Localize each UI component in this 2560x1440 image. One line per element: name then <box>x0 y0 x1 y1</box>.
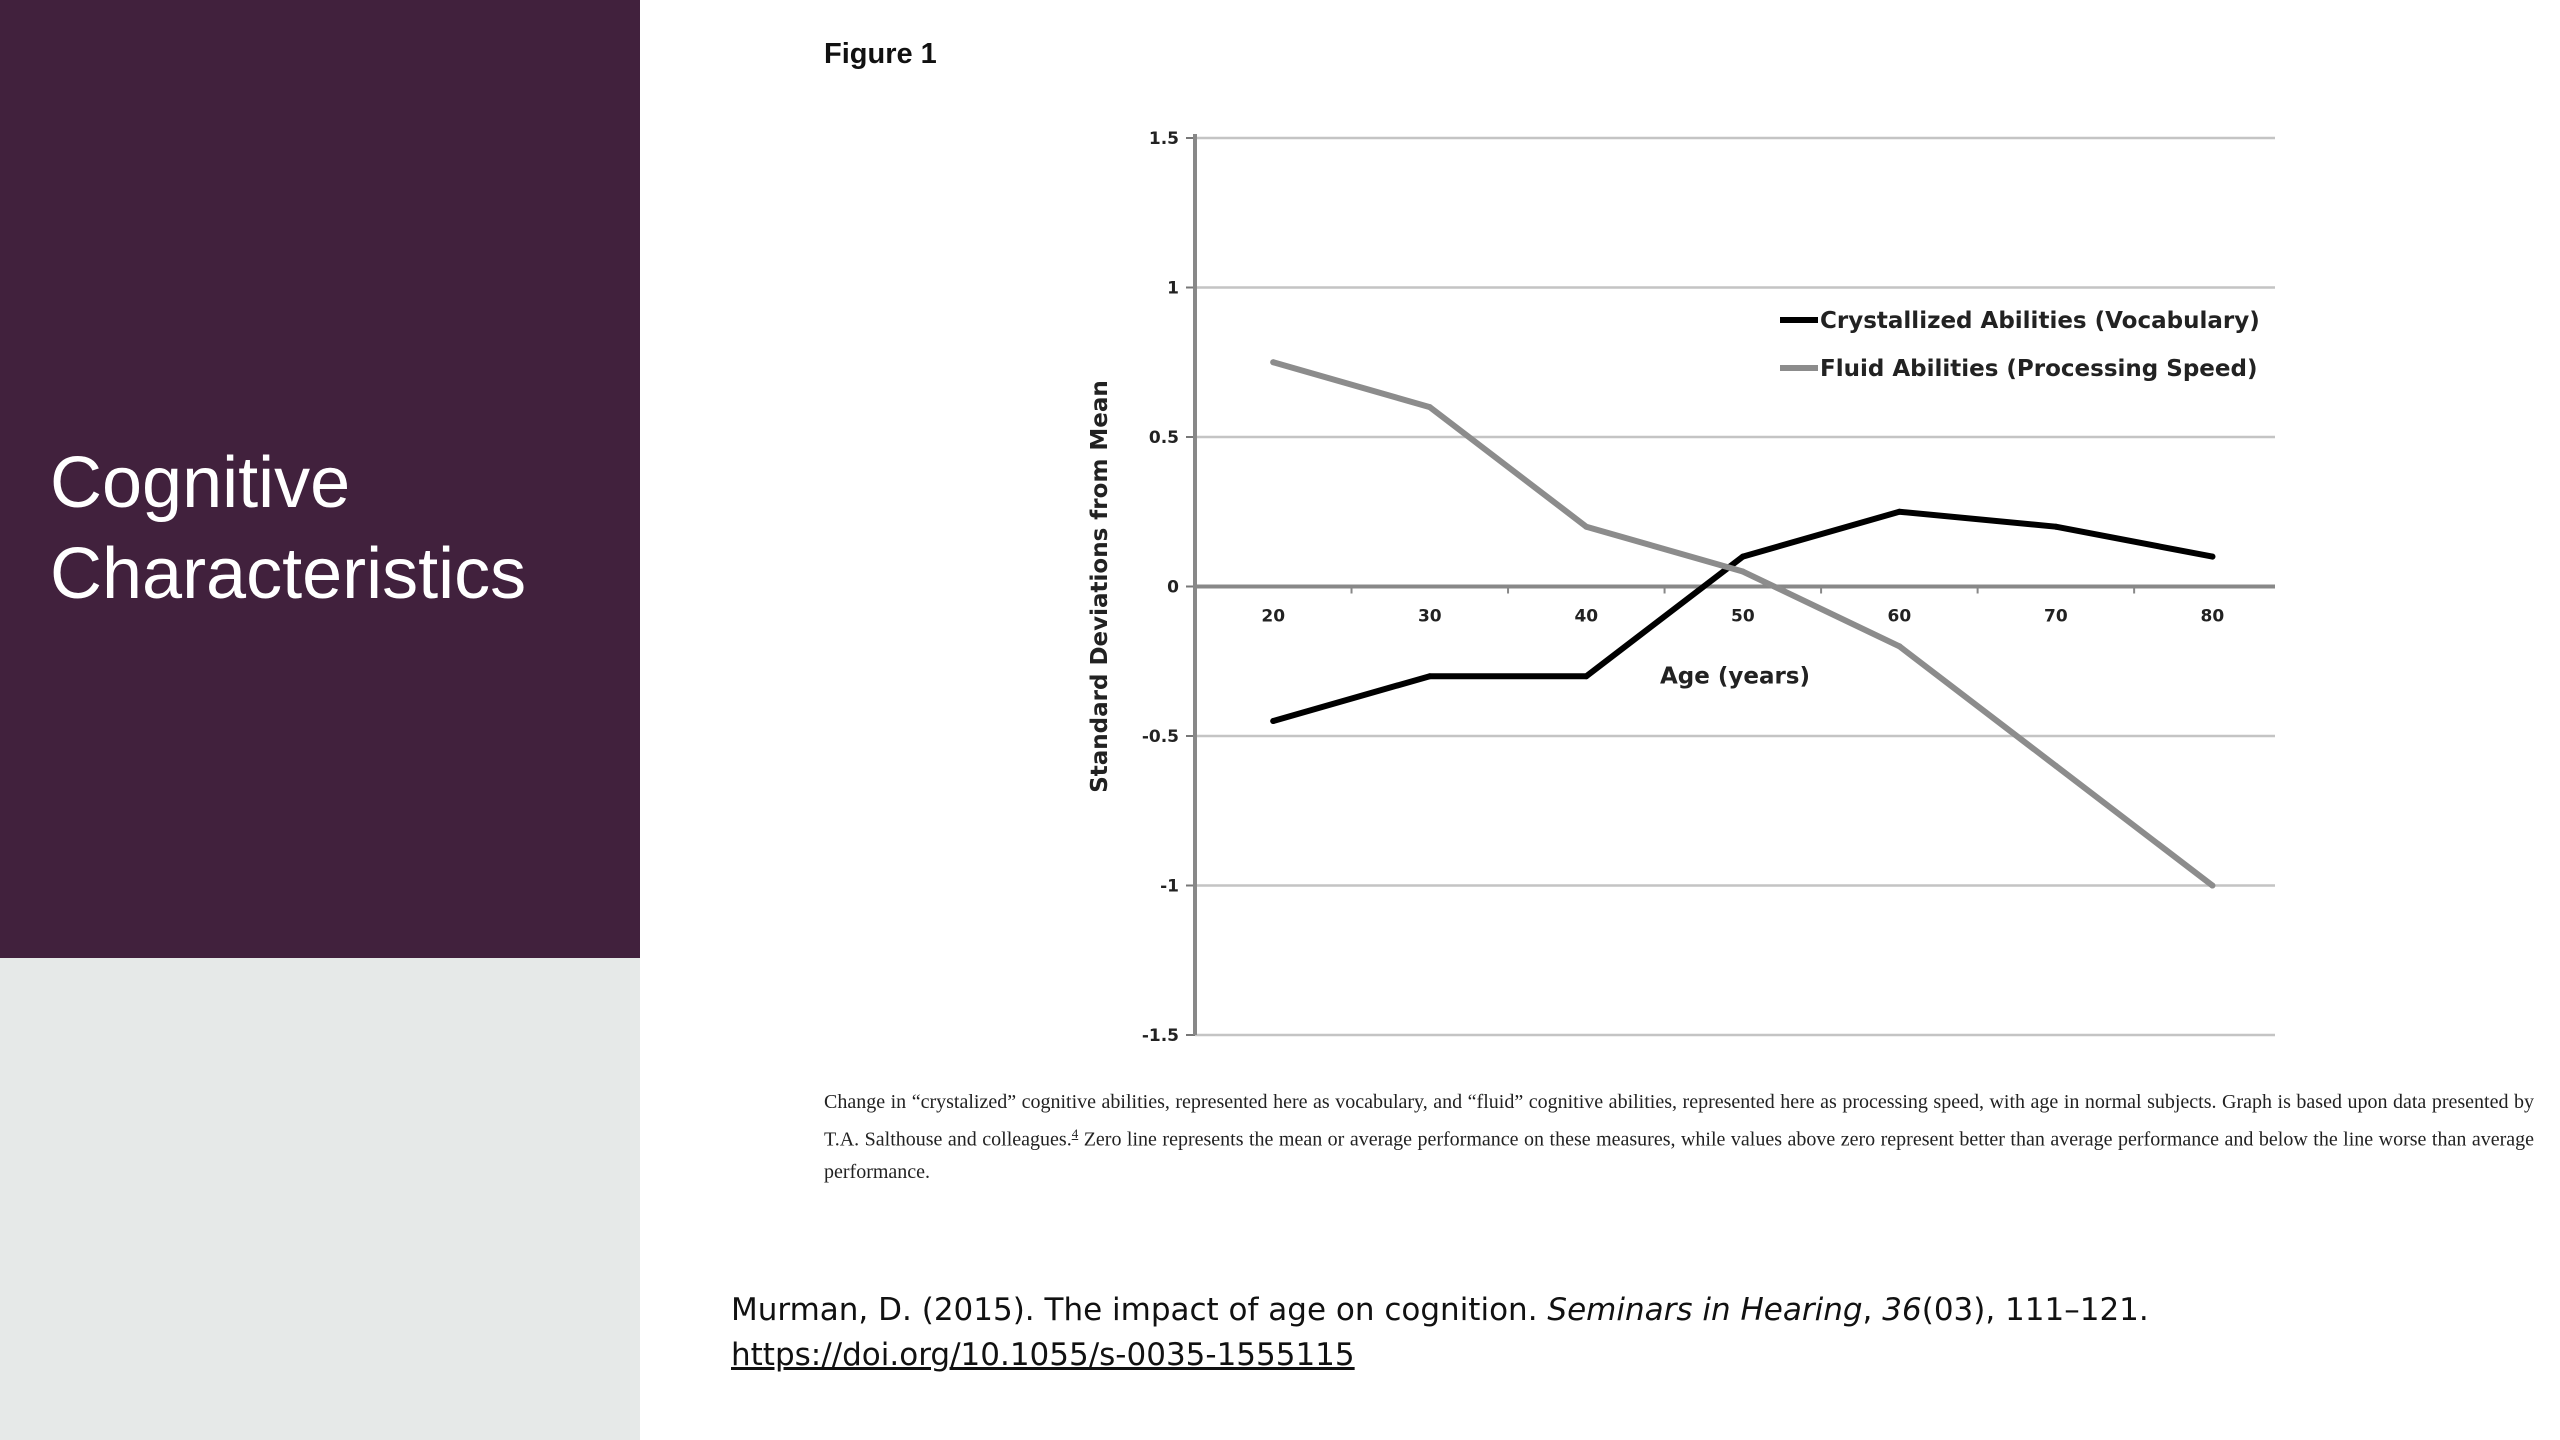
data-point <box>1583 673 1589 679</box>
citation-authors-title: Murman, D. (2015). The impact of age on cognition. <box>731 1292 1548 1328</box>
x-tick-label: 40 <box>1574 606 1599 627</box>
chart-axes <box>1087 129 2275 1046</box>
x-tick-label: 60 <box>1887 606 1912 627</box>
x-tick-label: 30 <box>1417 606 1442 627</box>
x-tick-label: 20 <box>1261 606 1286 627</box>
data-point <box>1427 673 1433 679</box>
x-tick-label: 50 <box>1730 606 1755 627</box>
slide-title-line-1: Cognitive <box>50 443 351 524</box>
citation-separator: , <box>1862 1292 1883 1328</box>
legend-label: Fluid Abilities (Processing Speed) <box>1820 356 2258 382</box>
data-point <box>2209 883 2215 889</box>
y-tick-label: 0.5 <box>1148 428 1179 448</box>
x-tick-label: 70 <box>2044 606 2068 627</box>
data-point <box>2209 554 2215 560</box>
citation <box>731 1288 2531 1378</box>
slide-title <box>50 438 630 620</box>
title-panel-footer <box>0 958 640 1440</box>
citation-doi-link[interactable]: https://doi.org/10.1055/s-0035-1555115 <box>731 1337 1355 1373</box>
citation-issue-pages: (03), 111–121. <box>1921 1292 2149 1328</box>
caption-text-2: Zero line represents the mean or average performance on these measures, while values above zero represent better than average performance and below the line worse than average performance. <box>824 1128 2534 1183</box>
data-point <box>1740 554 1746 560</box>
data-point <box>1740 569 1746 575</box>
chart-legend <box>1780 308 2260 382</box>
y-axis-title: Standard Deviations from Mean <box>1087 380 1113 793</box>
data-point <box>1270 718 1276 724</box>
x-axis-title: Age (years) <box>1659 663 1811 690</box>
data-point <box>1427 404 1433 410</box>
y-tick-label: 0 <box>1167 577 1179 598</box>
y-tick-label: -0.5 <box>1141 727 1179 747</box>
x-tick-label: 80 <box>2200 606 2225 627</box>
data-point <box>1270 359 1276 365</box>
caption-text-1: Change in “crystalized” cognitive abilities, represented here as vocabulary, and “fluid” cognitive abilities, represented here as processing speed, with age in normal subjects. Graph is based upon data presented by T.A. Salthouse and colleagues. <box>824 1091 2534 1151</box>
citation-volume: 36 <box>1882 1292 1922 1328</box>
figure-label: Figure 1 <box>824 38 937 70</box>
data-point <box>1896 643 1902 649</box>
data-point <box>1583 524 1589 530</box>
caption-reference[interactable]: 4 <box>1071 1126 1079 1141</box>
data-point <box>2053 763 2059 769</box>
y-tick-label: 1 <box>1167 278 1179 299</box>
slide-title-line-2: Characteristics <box>50 534 527 615</box>
data-point <box>1896 509 1902 515</box>
figure-caption <box>824 1086 2534 1188</box>
y-tick-label: -1 <box>1160 876 1179 897</box>
line-chart <box>1060 110 2300 1070</box>
legend-label: Crystallized Abilities (Vocabulary) <box>1820 308 2260 334</box>
data-point <box>2053 524 2059 530</box>
y-tick-label: -1.5 <box>1141 1026 1179 1046</box>
citation-journal: Seminars in Hearing <box>1547 1292 1863 1328</box>
y-tick-label: 1.5 <box>1148 129 1179 149</box>
